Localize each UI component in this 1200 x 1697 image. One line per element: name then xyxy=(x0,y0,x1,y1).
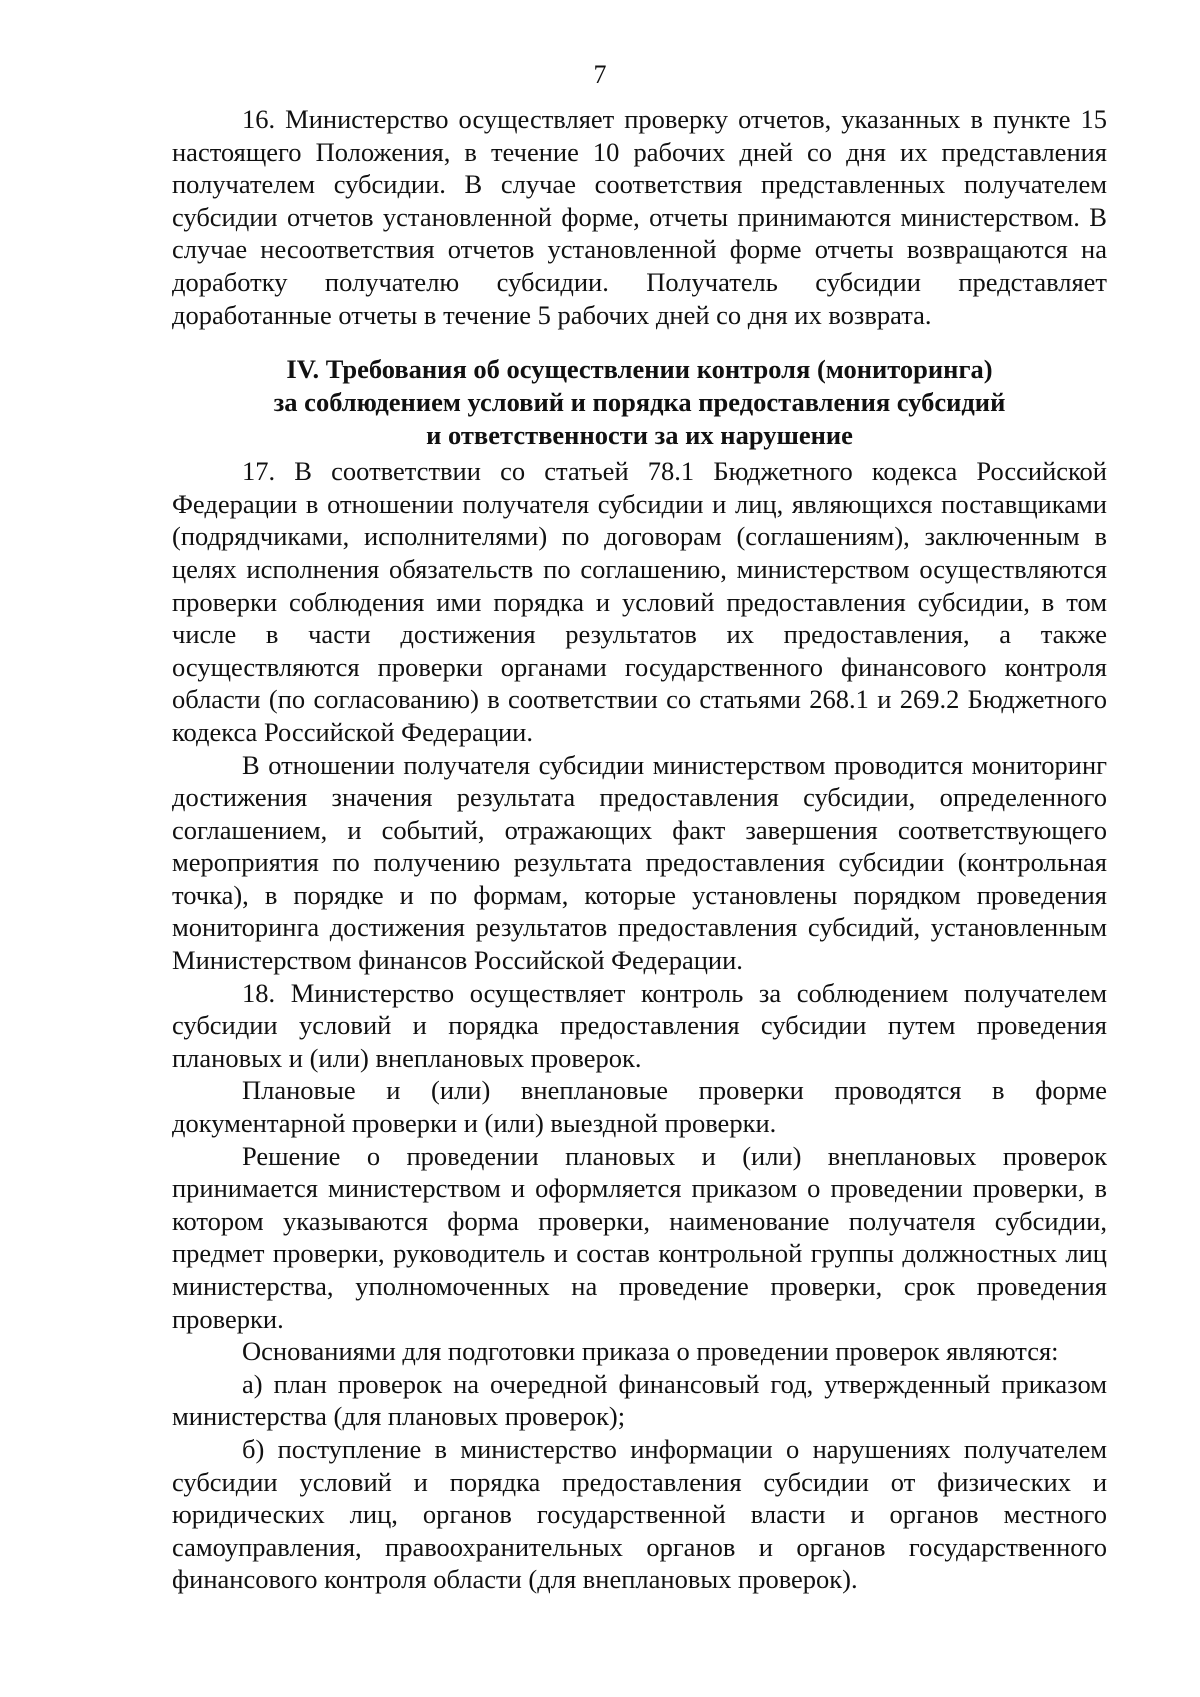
paragraph-inspection-decision: Решение о проведении плановых и (или) внеплановых проверок принимается министерством и оформляется приказом о проведении проверки, в котором указываются форма проверки, наименование получателя субсидии, предмет проверки, руководитель и состав контрольной группы должностных лиц министерства, уполномоченных на проведение проверки, срок проведения проверки. xyxy=(172,1140,1107,1334)
page-number: 7 xyxy=(593,60,607,89)
paragraph-item-b: б) поступление в министерство информации о нарушениях получателем субсидии условий и порядка предоставления субсидии от физических и юридических лиц, органов государственной власти и органов местного самоуправления, правоохранительных органов и органов государственного финансового контроля области (для внеплановых проверок). xyxy=(172,1433,1107,1595)
document-body xyxy=(172,103,1107,1596)
paragraph-16: 16. Министерство осуществляет проверку отчетов, указанных в пункте 15 настоящего Положения, в течение 10 рабочих дней со дня их представления получателем субсидии. В случае соответствия представленных получателем субсидии отчетов установленной форме, отчеты принимаются министерством. В случае несоответствия отчетов установленной форме отчеты возвращаются на доработку получателю субсидии. Получатель субсидии представляет доработанные отчеты в течение 5 рабочих дней со дня их возврата. xyxy=(172,104,1107,330)
paragraph-18: 18. Министерство осуществляет контроль за соблюдением получателем субсидии условий и порядка предоставления субсидии путем проведения плановых и (или) внеплановых проверок. xyxy=(172,977,1107,1073)
section-heading-line-1: IV. Требования об осуществлении контроля (мониторинга) xyxy=(286,354,993,385)
paragraph-grounds: Основаниями для подготовки приказа о проведении проверок являются: xyxy=(242,1336,1059,1367)
paragraph-monitoring: В отношении получателя субсидии министерством проводится мониторинг достижения значения результата предоставления субсидии, определенного соглашением, и событий, отражающих факт завершения соответствующего мероприятия по получению результата предоставления субсидии (контрольная точка), в порядке и по формам, которые установлены порядком проведения мониторинга достижения результатов предоставления субсидий, установленным Министерством финансов Российской Федерации. xyxy=(172,749,1107,976)
paragraph-inspection-forms: Плановые и (или) внеплановые проверки проводятся в форме документарной проверки и (или) выездной проверки. xyxy=(172,1075,1107,1139)
paragraph-item-a: а) план проверок на очередной финансовый год, утвержденный приказом министерства (для плановых проверок); xyxy=(172,1368,1107,1432)
section-heading xyxy=(172,353,1107,452)
section-heading-line-3: и ответственности за их нарушение xyxy=(426,420,853,451)
section-heading-line-2: за соблюдением условий и порядка предоставления субсидий xyxy=(273,387,1006,418)
paragraph-17: 17. В соответствии со статьей 78.1 Бюджетного кодекса Российской Федерации в отношении получателя субсидии и лиц, являющихся поставщиками (подрядчиками, исполнителями) по договорам (соглашениям), заключенным в целях исполнения обязательств по соглашению, министерством осуществляются проверки соблюдения ими порядка и условий предоставления субсидии, в том числе в части достижения результатов их предоставления, а также осуществляются проверки органами государственного финансового контроля области (по согласованию) в соответствии со статьями 268.1 и 269.2 Бюджетного кодекса Российской Федерации. xyxy=(172,456,1107,747)
